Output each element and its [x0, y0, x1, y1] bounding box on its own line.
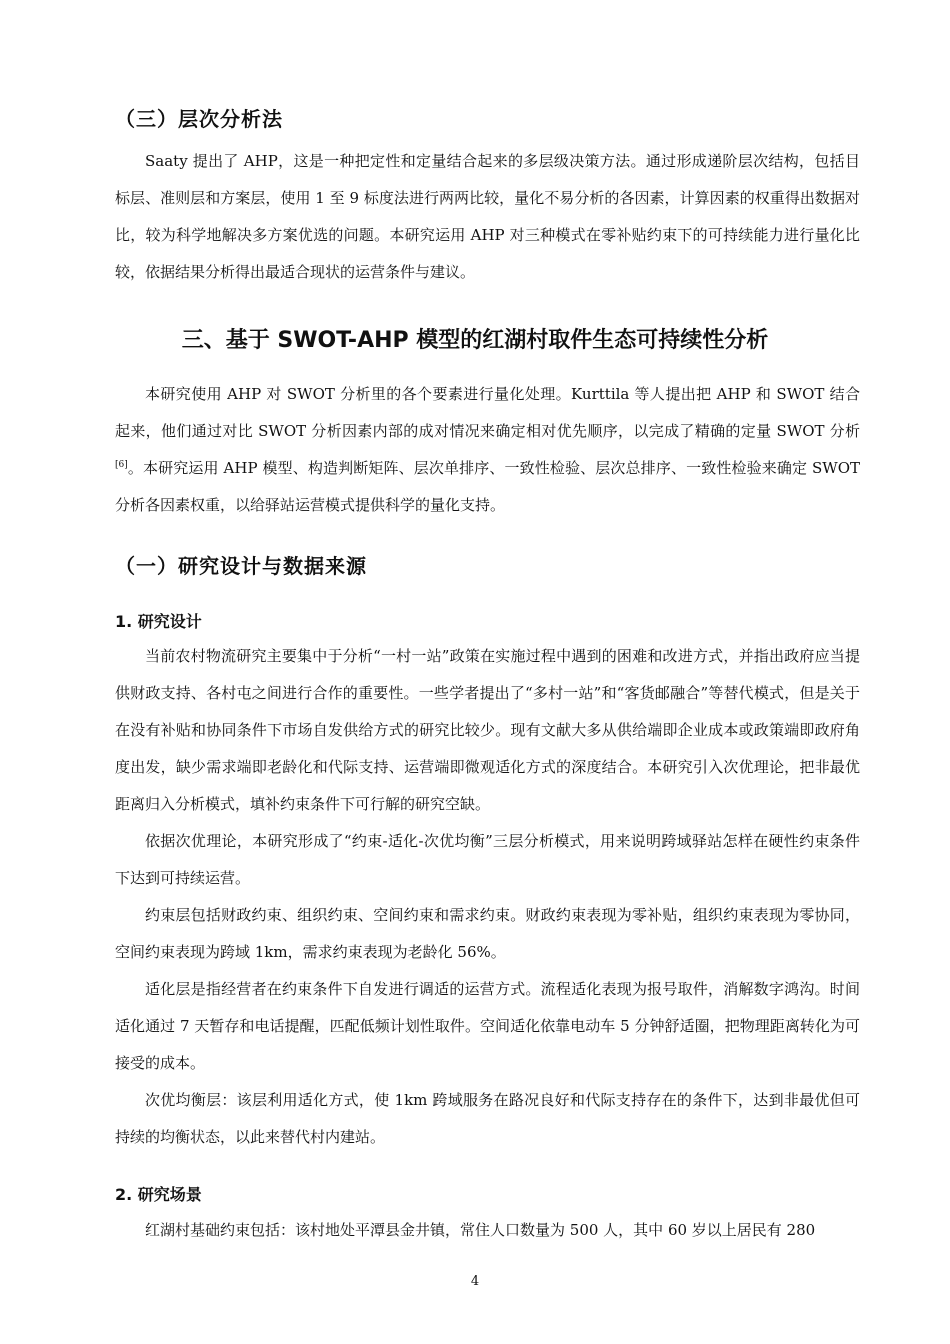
subsection-heading-design: 1. 研究设计 — [115, 612, 202, 631]
section-heading-research-design: （一）研究设计与数据来源 — [115, 554, 367, 578]
chapter-heading: 三、基于 SWOT-AHP 模型的红湖村取件生态可持续性分析 — [181, 328, 769, 353]
subsection-heading-scenario: 2. 研究场景 — [115, 1185, 202, 1204]
paragraph-scenario: 红湖村基础约束包括：该村地处平潭县金井镇，常住人口数量为 500 人，其中 60 岁以上居民有 280 — [145, 1221, 816, 1239]
citation-ref: [6] — [115, 460, 128, 470]
paragraph-swot-ahp-part-b: 。本研究运用 AHP 模型、构造判断矩阵、层次单排序、一致性检验、层次总排序、一致性检验来确定 SWOT 分析各因素权重，以给驿站运营模式提供科学的量化支持。 — [115, 459, 860, 514]
paragraph-design-2: 依据次优理论，本研究形成了“约束-适化-次优均衡”三层分析模式，用来说明跨域驿站怎样在硬性约束条件下达到可持续运营。 — [115, 832, 860, 887]
paragraph-ahp: Saaty 提出了 AHP，这是一种把定性和定量结合起来的多层级决策方法。通过形成递阶层次结构，包括目标层、准则层和方案层，使用 1 至 9 标度法进行两两比较，量化不易分析的各因素，计算因素的权重得出数据对比，较为科学地解决多方案优选的问题。本研究运用 AHP 对三种模式在零补贴约束下的可持续能力进行量化比较，依据结果分析得出最适合现状的运营条件与建议。 — [115, 152, 860, 281]
page-number: 4 — [470, 1274, 480, 1289]
paragraph-design-1: 当前农村物流研究主要集中于分析“一村一站”政策在实施过程中遇到的困难和改进方式，并指出政府应当提供财政支持、各村屯之间进行合作的重要性。一些学者提出了“多村一站”和“客货邮融合”等替代模式，但是关于在没有补贴和协同条件下市场自发供给方式的研究比较少。现有文献大多从供给端即企业成本或政策端即政府角度出发，缺少需求端即老龄化和代际支持、运营端即微观适化方式的深度结合。本研究引入次优理论，把非最优距离归入分析模式，填补约束条件下可行解的研究空缺。 — [115, 647, 860, 813]
paragraph-design-5: 次优均衡层：该层利用适化方式，使 1km 跨域服务在路况良好和代际支持存在的条件下，达到非最优但可持续的均衡状态，以此来替代村内建站。 — [115, 1091, 860, 1146]
paragraph-design-3: 约束层包括财政约束、组织约束、空间约束和需求约束。财政约束表现为零补贴，组织约束表现为零协同，空间约束表现为跨域 1km，需求约束表现为老龄化 56%。 — [115, 906, 860, 961]
paragraph-design-4: 适化层是指经营者在约束条件下自发进行调适的运营方式。流程适化表现为报号取件，消解数字鸿沟。时间适化通过 7 天暂存和电话提醒，匹配低频计划性取件。空间适化依靠电动车 5 分钟舒适圈，把物理距离转化为可接受的成本。 — [115, 980, 860, 1072]
paragraph-swot-ahp-part-a: 本研究使用 AHP 对 SWOT 分析里的各个要素进行量化处理。Kurttila 等人提出把 AHP 和 SWOT 结合起来，他们通过对比 SWOT 分析因素内部的成对情况来确定相对优先顺序，以完成了精确的定量 SWOT 分析 — [115, 385, 860, 440]
paragraph-swot-ahp — [115, 376, 860, 524]
section-heading-ahp: （三）层次分析法 — [115, 107, 283, 131]
